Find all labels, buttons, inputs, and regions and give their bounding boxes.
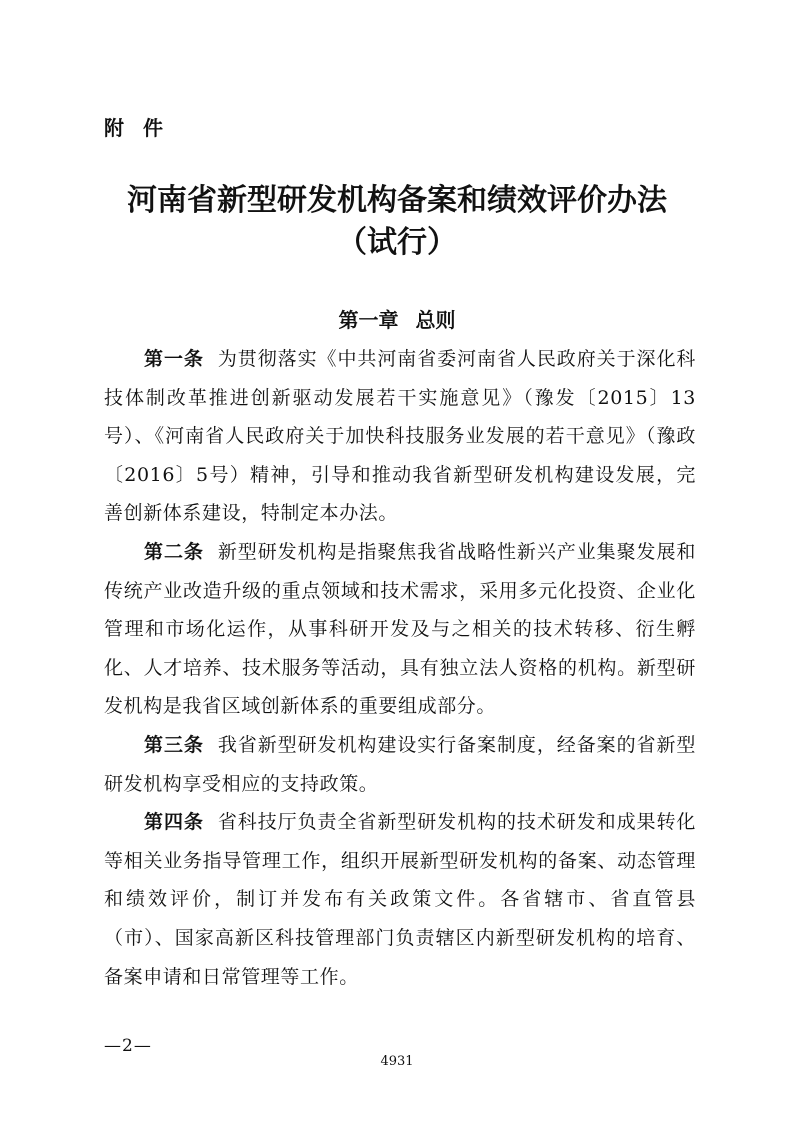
article-text: 新型研发机构是指聚焦我省战略性新兴产业集聚发展和传统产业改造升级的重点领域和技术需求，采用多元化投资、企业化管理和市场化运作，从事科研开发及与之相关的技术转移、衍生孵化、人才培养、技术服务等活动，具有独立法人资格的机构。新型研发机构是我省区域创新体系的重要组成部分。 bbox=[104, 540, 696, 718]
article-label: 第二条 bbox=[144, 540, 204, 563]
serial-number: 4931 bbox=[380, 1054, 414, 1069]
article-label: 第三条 bbox=[144, 733, 204, 756]
chapter-heading: 第一章 总则 bbox=[338, 308, 456, 332]
article-2 bbox=[104, 533, 696, 726]
article-label: 第一条 bbox=[144, 348, 204, 370]
page-number: —2— bbox=[104, 1036, 152, 1056]
article-label: 第四条 bbox=[144, 811, 204, 834]
article-text: 我省新型研发机构建设实行备案制度，经备案的省新型研发机构享受相应的支持政策。 bbox=[104, 733, 696, 795]
document-body bbox=[104, 340, 696, 996]
article-1 bbox=[104, 340, 696, 533]
article-3 bbox=[104, 726, 696, 803]
article-4 bbox=[104, 803, 696, 996]
article-text: 省科技厅负责全省新型研发机构的技术研发和成果转化等相关业务指导管理工作，组织开展新型研发机构的备案、动态管理和绩效评价，制订并发布有关政策文件。各省辖市、省直管县（市）、国家高新区科技管理部门负责辖区内新型研发机构的培育、备案申请和日常管理等工作。 bbox=[104, 811, 696, 988]
document-title: 河南省新型研发机构备案和绩效评价办法 bbox=[127, 183, 667, 218]
attachment-label: 附 件 bbox=[104, 116, 169, 140]
document-subtitle: （试行） bbox=[337, 225, 457, 260]
article-text: 为贯彻落实《中共河南省委河南省人民政府关于深化科技体制改革推进创新驱动发展若干实施意见》（豫发〔2015〕13号）、《河南省人民政府关于加快科技服务业发展的若干意见》（豫政〔2016〕5号）精神，引导和推动我省新型研发机构建设发展，完善创新体系建设，特制定本办法。 bbox=[104, 348, 696, 525]
